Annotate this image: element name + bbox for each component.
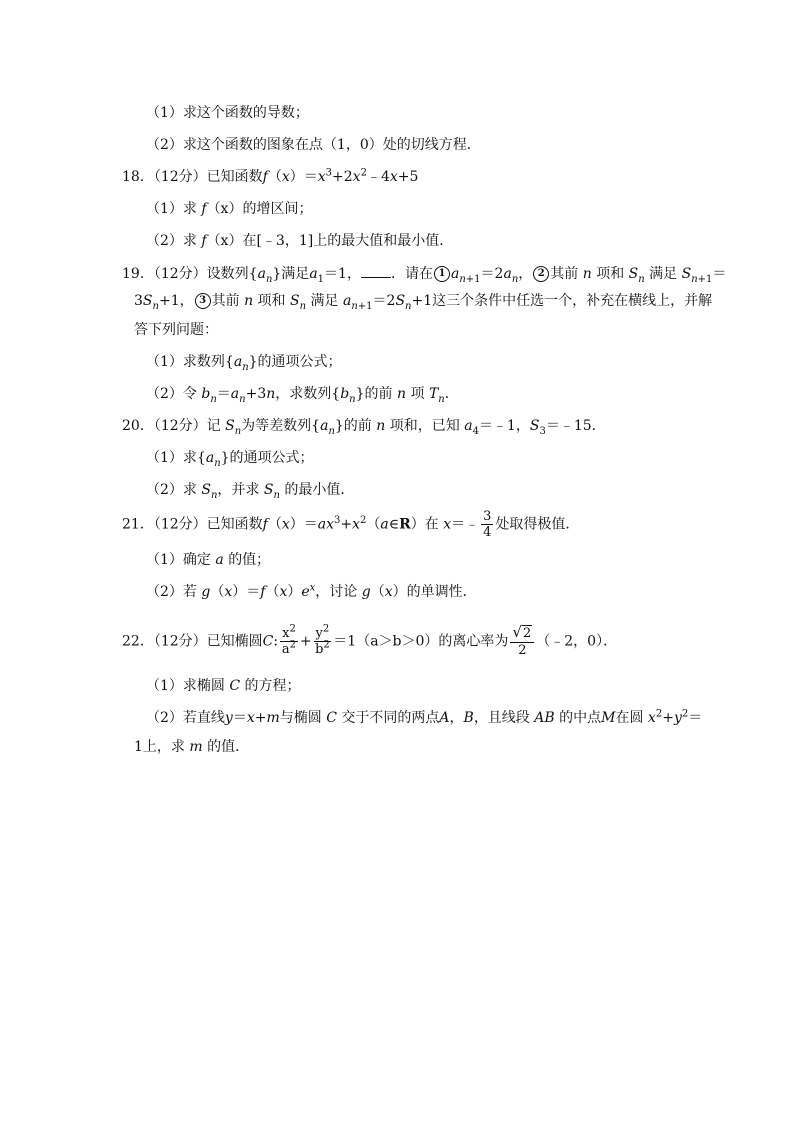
q21-part2: （2）若 $g(x)=f(x)e^x$，讨论 g（x）的单调性． xyxy=(146,582,477,600)
fraction-x2-a2: $\frac{x^2}{a^2}$ xyxy=(281,623,297,657)
circled-number-3: 3 xyxy=(195,293,211,309)
circled-number-2: 2 xyxy=(533,266,549,282)
fraction-root2-over-2: $\frac{√2}{2}$ xyxy=(510,624,534,659)
q22-part1: （1）求椭圆 C 的方程； xyxy=(146,678,301,694)
circled-number-1: 1 xyxy=(434,266,450,282)
q18-part1: （1）求 f（x）的增区间； xyxy=(146,201,313,217)
q20-part2: （2）求 $S_n$，并求 $S_n$ 的最小值． xyxy=(146,482,355,501)
q20-part1: （1）求$\{a_n\}$的通项公式； xyxy=(146,450,314,469)
q21-stem: 21．（12分）已知函数$f(x)=ax^3+x^2(a\in R)$在 x＝﹣ $\frac{3}{4}$ 处取得极值． xyxy=(122,509,580,540)
q22-part2-line2: 1上，求 m 的值． xyxy=(134,739,250,755)
q19-stem-line3: 答下列问题： xyxy=(134,322,218,338)
q17-part2: （2）求这个函数的图象在点（1，0）处的切线方程． xyxy=(146,137,481,153)
q19-part1: （1）求数列$\{a_n\}$的通项公式； xyxy=(146,354,342,373)
q18-stem: 18．（12分）已知函数$f(x)=x^3+2x^2﹣4x+5$ xyxy=(122,167,419,185)
q19-stem-line1: 19．（12分）设数列$\{a_n\}$满足$a_1=1$， ．请在 1 $a_{n+1}=2a_n$， 2 其前 n 项和 $S_n$ 满足 $S_{n+1}=$ xyxy=(122,263,726,284)
answer-blank xyxy=(361,263,391,278)
q19-part2: （2）令 $b_n=a_n+3n$，求数列$\{b_n\}$的前 n 项 $T_n$． xyxy=(146,386,459,405)
q22-stem: 22．（12分）已知椭圆C: $\frac{x^2}{a^2}$ + $\frac{y^2}{b^2}$ ＝1（a＞b＞0）的离心率为 $\frac{√2}{2}$ （﹣2，0）． xyxy=(122,623,618,658)
q18-part2: （2）求 f（x）在[﹣3，1]上的最大值和最小值． xyxy=(146,233,454,249)
fraction-three-quarters: $\frac{3}{4}$ xyxy=(483,509,492,540)
q17-part1: （1）求这个函数的导数； xyxy=(146,105,309,121)
fraction-y2-b2: $\frac{y^2}{b^2}$ xyxy=(315,623,330,657)
q20-stem: 20．（12分）记 $S_n$为等差数列$\{a_n\}$的前 n 项和，已知 $a_4=﹣1$，$S_3=﹣15$． xyxy=(122,418,606,437)
q21-part1: （1）确定 a 的值； xyxy=(146,552,271,568)
q22-part2: （2）若直线y＝x+m与椭圆 C 交于不同的两点A，B，且线段 AB 的中点M在圆 $x^2+y^2=$ xyxy=(146,708,703,726)
q19-stem-line2: $3S_n+1$， 3 其前 n 项和 $S_n$ 满足 $a_{n+1}=2S_n+1$这三个条件中任选一个，补充在横线上，并解 xyxy=(134,293,713,312)
